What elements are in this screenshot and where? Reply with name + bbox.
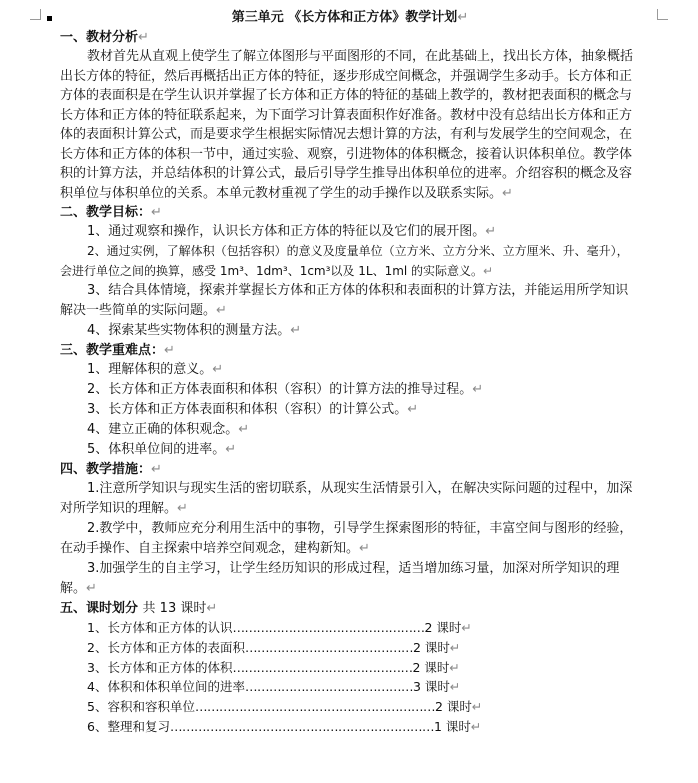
schedule-row: 1、长方体和正方体的认识…………………………………………2 课时↵ (87, 620, 472, 635)
list-item: 2.教学中，教师应充分利用生活中的事物，引导学生探索图形的特征，丰富空间与图形的经验，在动手操作、自主探索中培养空间观念，建构新知。↵ (60, 521, 633, 556)
schedule-row: 2、长方体和正方体的表面积……………………………………2 课时↵ (87, 639, 461, 655)
document-title: 第三单元 《长方体和正方体》教学计划↵ (231, 10, 469, 25)
page-corner-mark-right (657, 9, 668, 20)
list-item: 3、长方体和正方体表面积和体积（容积）的计算公式。↵ (87, 402, 419, 417)
list-item: 4、探索某些实物体积的测量方法。↵ (87, 323, 302, 338)
section-heading-2: 二、教学目标：↵ (60, 205, 162, 220)
list-item: 2、通过实例，了解体积（包括容积）的意义及度量单位（立方米、立方分米、立方厘米、升、毫升），会进行单位之间的换算，感受 1m³、1dm³、1cm³以及 1L、1ml 的实际意义。↵ (60, 244, 629, 278)
page-corner-mark-left (30, 9, 41, 20)
schedule-row: 6、整理和复习…………………………………………………………1 课时↵ (87, 718, 482, 734)
list-item: 3、结合具体情境，探索并掌握长方体和正方体的体积和表面积的计算方法，并能运用所学知识解决一些简单的实际问题。↵ (60, 283, 629, 318)
list-item: 4、建立正确的体积观念。↵ (87, 422, 250, 437)
section-heading-1: 一、教材分析↵ (60, 30, 149, 45)
section-heading-4: 四、教学措施：↵ (60, 462, 162, 477)
schedule-row: 4、体积和体积单位间的进率……………………………………3 课时↵ (87, 679, 461, 695)
paragraph-bullet-marker (47, 16, 52, 21)
schedule-row: 3、长方体和正方体的体积………………………………………2 课时↵ (87, 659, 460, 675)
list-item: 2、长方体和正方体表面积和体积（容积）的计算方法的推导过程。↵ (87, 382, 484, 397)
section-heading-3: 三、教学重难点：↵ (60, 343, 175, 358)
section-1-paragraph: 教材首先从直观上使学生了解立体图形与平面图形的不同，在此基础上，找出长方体，抽象概括出长方体的特征，然后再概括出正方体的特征，逐步形成空间概念，并强调学生多动手。长方体和正方体的表面积是在学生认识并掌握了长方体和正方体的特征的基础上教学的，教材把表面积的概念与长方体和正方体的特征联系起来，为下面学习计算表面积作好准备。教材中没有总结出长方体和正方体的表面积计算公式，而是要求学生根据实际情况去想计算的方法，有利与发展学生的空间观念，在长方体和正方体的体积一节中，通过实验、观察，引进物体的体积概念，接着认识体积单位。教学体积的计算方法，并总结体积的计算公式，最后引导学生推导出体积单位的进率。介绍容积的概念及容积单位与体积单位的关系。本单元教材重视了学生的动手操作以及联系实际。↵ (60, 49, 634, 201)
list-item: 3.加强学生的自主学习，让学生经历知识的形成过程，适当增加练习量，加深对所学知识的理解。↵ (60, 561, 620, 596)
list-item: 5、体积单位间的进率。↵ (87, 442, 237, 457)
schedule-row: 5、容积和容积单位……………………………………………………2 课时↵ (87, 699, 483, 715)
section-heading-5: 五、课时划分 共 13 课时↵ (60, 601, 218, 616)
document-body (60, 8, 640, 737)
list-item: 1、理解体积的意义。↵ (87, 362, 224, 377)
list-item: 1.注意所学知识与现实生活的密切联系，从现实生活情景引入，在解决实际问题的过程中，加深对所学知识的理解。↵ (60, 481, 633, 516)
total-hours: 共 13 课时 (142, 601, 207, 616)
list-item: 1、通过观察和操作，认识长方体和正方体的特征以及它们的展开图。↵ (87, 224, 497, 239)
